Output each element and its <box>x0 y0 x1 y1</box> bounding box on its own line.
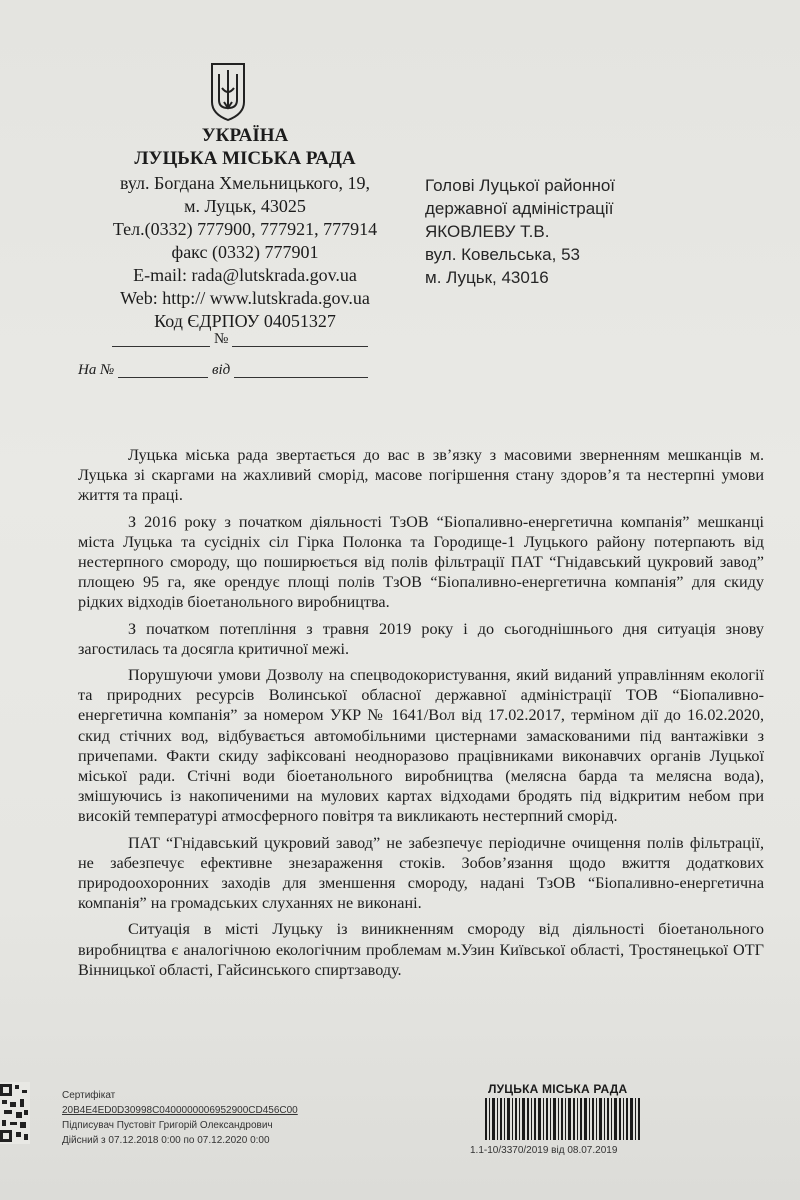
certificate-label: Сертифікат <box>62 1090 116 1101</box>
email-line: E-mail: rada@lutskrada.gov.ua <box>133 265 357 285</box>
address-line2: м. Луцьк, 43025 <box>184 196 306 216</box>
address-line1: вул. Богдана Хмельницького, 19, <box>119 173 371 193</box>
outgoing-date-blank <box>232 346 368 347</box>
paragraph: Луцька міська рада звертається до вас в зв’язку з масовими зверненням мешканців м. Луцька зі скаргами на жахливий сморід, масове погіршення стану здоров’я та нестерпні умови життя та праці. <box>78 446 764 505</box>
recipient-line2: державної адміністрації <box>425 199 614 218</box>
paragraph: З початком потепління з травня 2019 року і до сьогоднішнього дня ситуація знову загостилась та досягла критичної межі. <box>78 619 764 658</box>
registration-number: 1.1-10/3370/2019 від 08.07.2019 <box>470 1145 618 1156</box>
phone-line: Тел.(0332) 777900, 777921, 777914 <box>112 219 378 239</box>
certificate-validity: Дійсний з 07.12.2018 0:00 по 07.12.2020 0:00 <box>62 1135 270 1146</box>
reply-date-blank <box>234 377 368 378</box>
qr-code-icon <box>0 1082 30 1144</box>
paragraph: Ситуація в місті Луцьку із виникненням смороду від діяльності біоетанольного виробництва є аналогічною екологічним проблемам м.Узин Київської області, Тростянецької ОТГ Вінницької області, Гайсинського спиртзаводу. <box>78 920 764 979</box>
web-line: Web: http:// www.lutskrada.gov.ua <box>120 288 370 308</box>
council-title: ЛУЦЬКА МІСЬКА РАДА <box>134 148 356 169</box>
paragraph: З 2016 року з початком діяльності ТзОВ “Біопаливно-енергетична компанія” мешканці міста Луцька та сусідніх сіл Гірка Полонка та Городище-1 Луцького району потерпають від нестерпного смороду, що поширюється від полів фільтрації ПАТ “Гнідавський цукровий завод” площею 95 га, яке орендує площі полів ТзОВ “Біопаливно-енергетична компанія” для скиду рідких відходів біоетанольного виробництва. <box>78 512 764 612</box>
number-sign: № <box>214 331 229 347</box>
reply-date-label: від <box>212 362 231 378</box>
barcode-icon <box>485 1098 640 1140</box>
outgoing-number-blank <box>112 346 210 347</box>
paragraph: ПАТ “Гнідавський цукровий завод” не забезпечує періодичне очищення полів фільтрації, не забезпечує ефективне знезараження стоків. Зобов’язання щодо вжиття додаткових природоохоронних заходів для зменшення смороду, надані ТзОВ “Біопаливно-енергетична компанія” на громадських слуханнях не виконані. <box>78 833 764 913</box>
recipient-name: ЯКОВЛЕВУ Т.В. <box>425 222 550 241</box>
fax-line: факс (0332) 777901 <box>171 242 319 262</box>
paragraph: Порушуючи умови Дозволу на спецводокористування, який виданий управлінням екології та природних ресурсів Волинської обласної державної адміністрації ТОВ “Біопаливно-енергетична компанія” за номером УКР № 1641/Вол від 17.02.2017, терміном дії до 16.02.2020, скид стічних вод, відбувається автомобільними цистернами замаскованими під вантажівки з причепами. Факти скиду зафіксовані неодноразово працівниками виконавчих органів Луцької міської ради. Стічні води біоетанольного виробництва (мелясна барда та мелясна вода), змішуючись із накопиченими на мулових картах відходами бродять під відкритим небом при високій температурі атмосферного повітря та викликають нестерпний сморід. <box>78 666 764 826</box>
recipient-street: вул. Ковельська, 53 <box>425 245 580 264</box>
reply-number-blank <box>118 377 208 378</box>
reply-number-label: На № <box>78 362 115 378</box>
registration-stamp-title: ЛУЦЬКА МІСЬКА РАДА <box>488 1082 628 1096</box>
letter-body <box>78 445 764 986</box>
recipient-line1: Голові Луцької районної <box>425 176 616 195</box>
country-title: УКРАЇНА <box>201 125 289 146</box>
certificate-signer: Підписувач Пустовіт Григорій Олександрович <box>62 1120 273 1131</box>
trident-emblem-icon <box>208 62 248 122</box>
edrpou-line: Код ЄДРПОУ 04051327 <box>154 311 336 331</box>
certificate-serial: 20B4E4ED0D30998C0400000006952900CD456C00 <box>62 1105 298 1116</box>
recipient-city: м. Луцьк, 43016 <box>425 268 549 287</box>
